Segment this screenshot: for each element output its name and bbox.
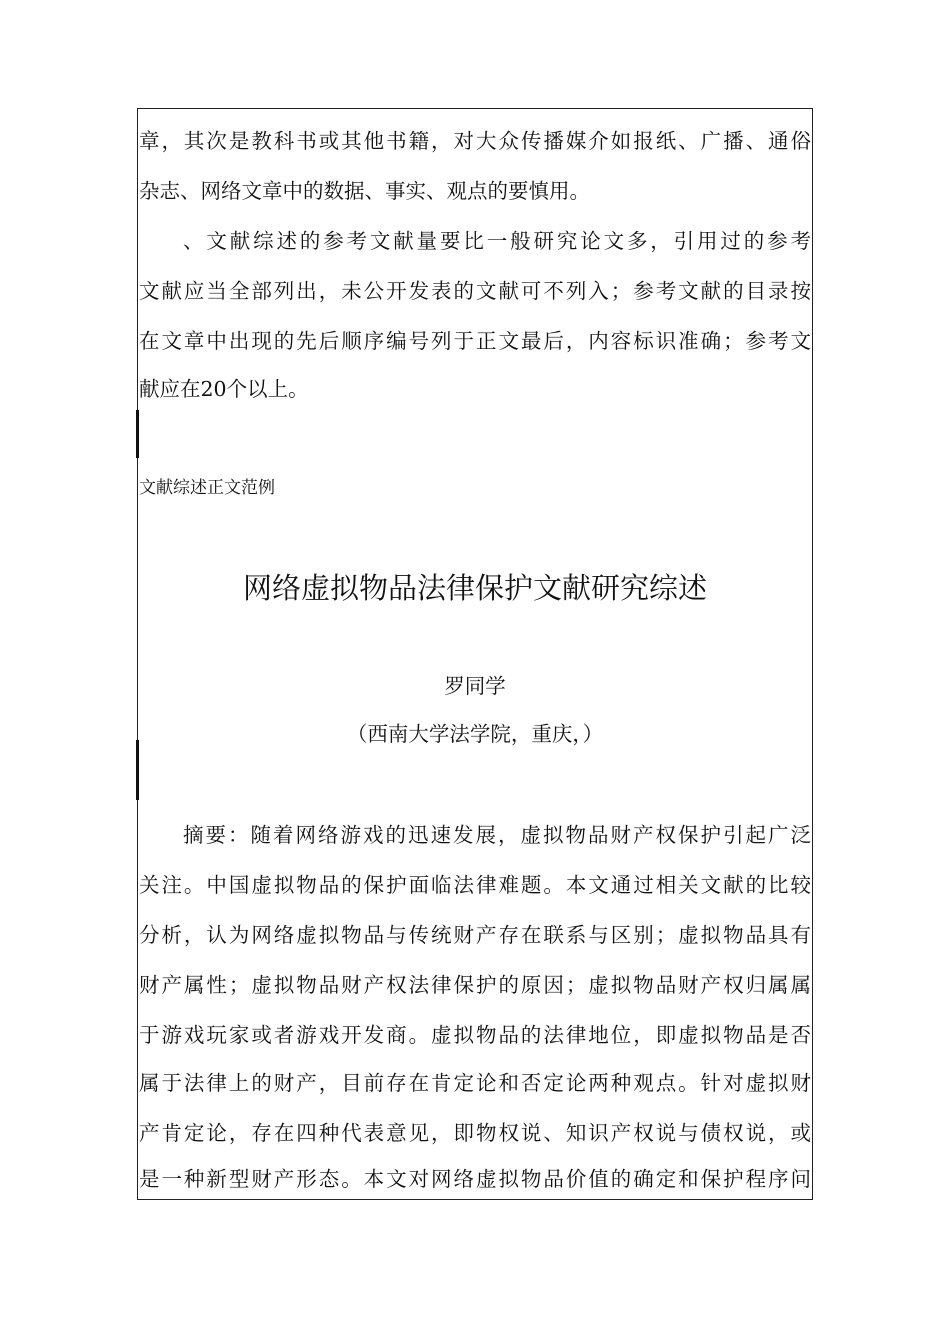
abstract-line-1: 摘要：随着网络游戏的迅速发展，虚拟物品财产权保护引起广泛 (183, 823, 811, 847)
cell-edge-marker (136, 410, 139, 458)
abstract-line-8: 是一种新型财产形态。本文对网络虚拟物品价值的确定和保护程序问 (139, 1167, 811, 1191)
intro-line-4: 文献应当全部列出，未公开发表的文献可不列入；参考文献的目录按 (139, 279, 811, 303)
intro-line-1: 章，其次是教科书或其他书籍，对大众传播媒介如报纸、广播、通俗 (139, 129, 811, 153)
abstract-line-3: 分析，认为网络虚拟物品与传统财产存在联系与区别；虚拟物品具有 (139, 923, 811, 947)
intro-line-3: 、文献综述的参考文献量要比一般研究论文多，引用过的参考 (183, 229, 811, 253)
intro-line-5: 在文章中出现的先后顺序编号列于正文最后，内容标识准确；参考文 (139, 329, 811, 353)
abstract-line-6: 属于法律上的财产，目前存在肯定论和否定论两种观点。针对虚拟财 (139, 1071, 811, 1095)
abstract-line-5: 于游戏玩家或者游戏开发商。虚拟物品的法律地位，即虚拟物品是否 (139, 1023, 811, 1047)
intro-line-6: 献应在20个以上。 (139, 377, 309, 401)
abstract-line-7: 产肯定论，存在四种代表意见，即物权说、知识产权说与债权说，或 (139, 1121, 811, 1145)
paper-title: 网络虚拟物品法律保护文献研究综述 (242, 571, 707, 605)
intro-line-2: 杂志、网络文章中的数据、事实、观点的要慎用。 (139, 179, 590, 203)
paper-author: 罗同学 (444, 674, 506, 698)
abstract-line-2: 关注。中国虚拟物品的保护面临法律难题。本文通过相关文献的比较 (139, 873, 811, 897)
example-label: 文献综述正文范例 (139, 478, 275, 498)
paper-affiliation: （西南大学法学院，重庆，） (346, 722, 604, 746)
abstract-line-4: 财产属性；虚拟物品财产权法律保护的原因；虚拟物品财产权归属属 (139, 973, 811, 997)
